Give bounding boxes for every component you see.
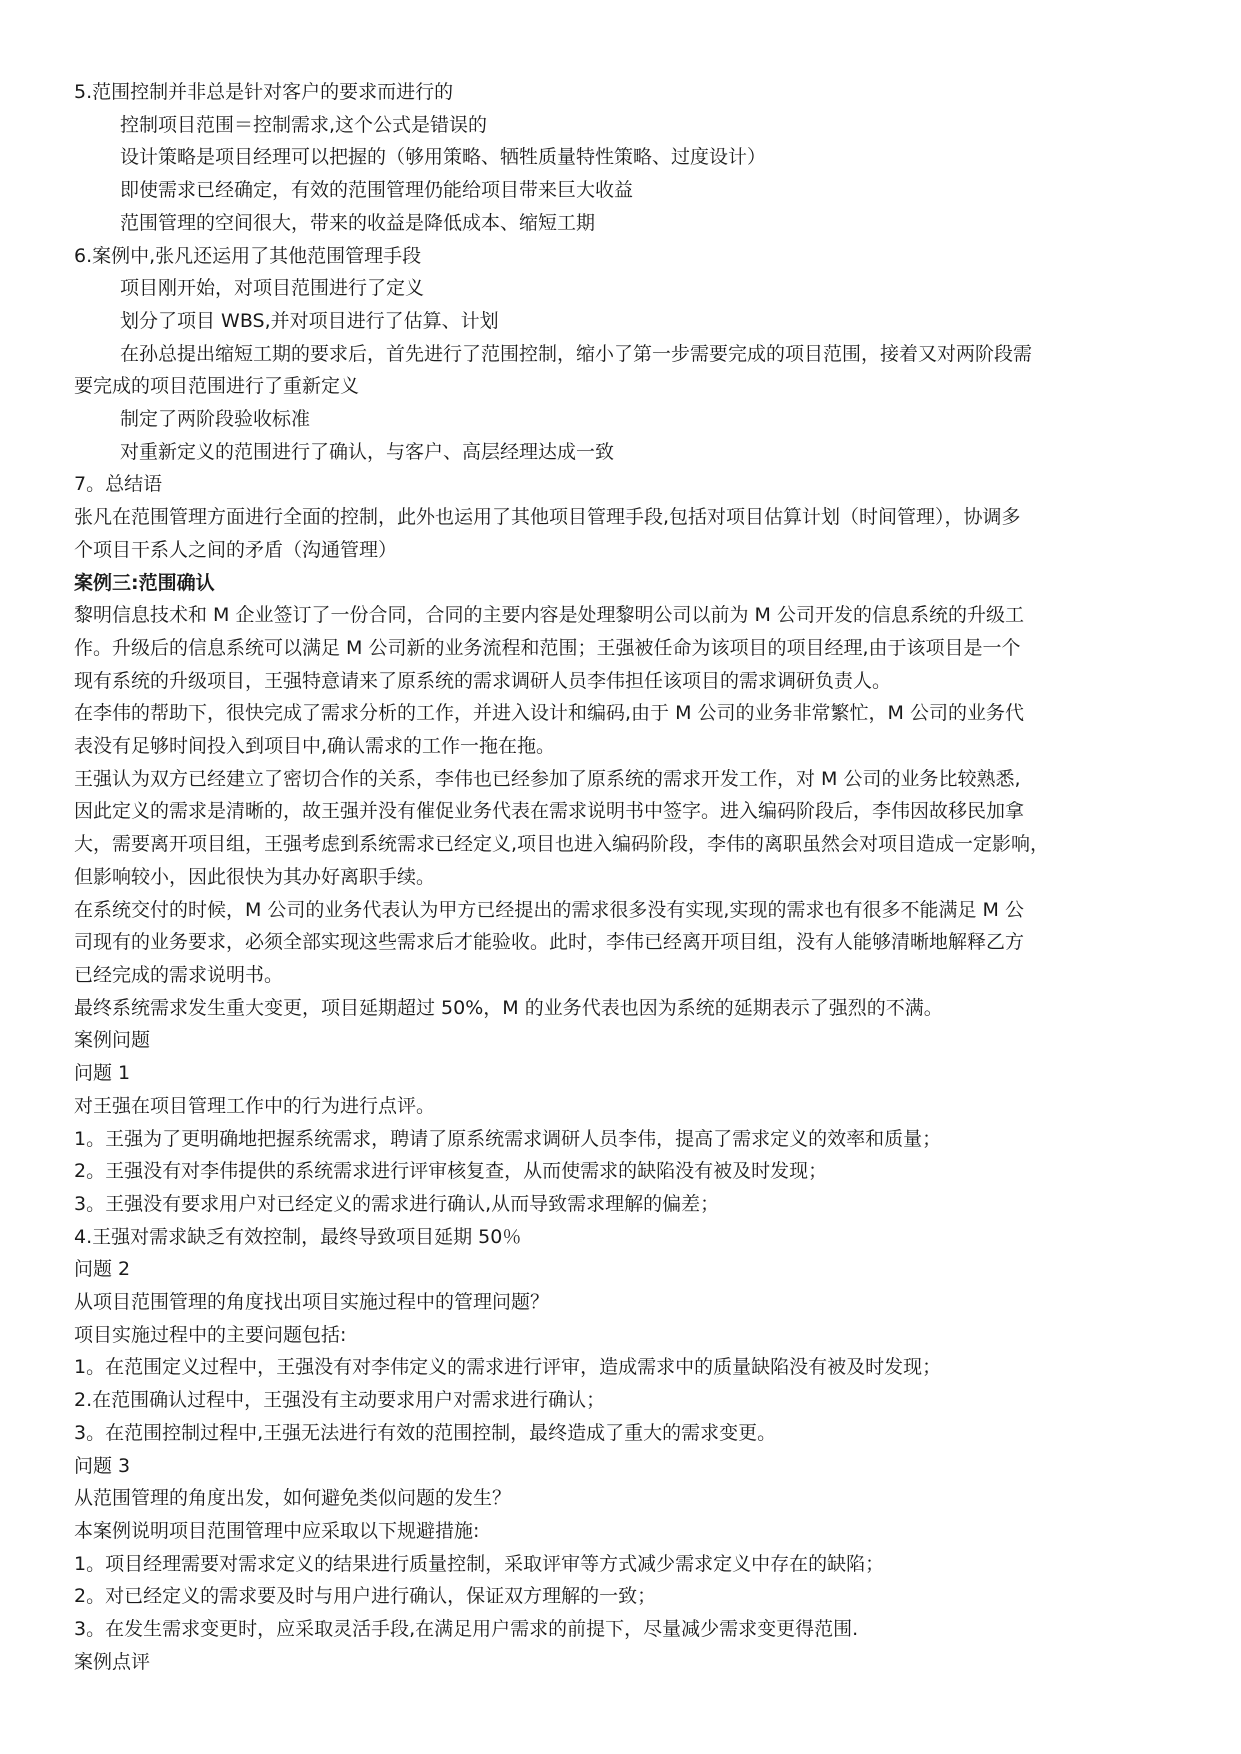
text-line: 在李伟的帮助下，很快完成了需求分析的工作，并进入设计和编码,由于 M 公司的业务非常繁忙，M 公司的业务代 (74, 702, 1024, 725)
text-line: 3。在发生需求变更时，应采取灵活手段,在满足用户需求的前提下，尽量减少需求变更得范围. (74, 1618, 859, 1641)
text-line: 案例点评 (74, 1650, 151, 1673)
text-line: 1。在范围定义过程中，王强没有对李伟定义的需求进行评审，造成需求中的质量缺陷没有被及时发现； (74, 1356, 942, 1379)
text-line: 大，需要离开项目组，王强考虑到系统需求已经定义,项目也进入编码阶段，李伟的离职虽然会对项目造成一定影响， (74, 833, 1050, 856)
text-line: 5.范围控制并非总是针对客户的要求而进行的 (74, 81, 454, 103)
text-line: 对重新定义的范围进行了确认，与客户、高层经理达成一致 (120, 440, 615, 463)
text-line: 范围管理的空间很大，带来的收益是降低成本、缩短工期 (120, 211, 596, 234)
text-line: 案例问题 (74, 1029, 151, 1052)
text-line: 6.案例中,张凡还运用了其他范围管理手段 (74, 244, 422, 267)
text-line: 王强认为双方已经建立了密切合作的关系，李伟也已经参加了原系统的需求开发工作，对 M 公司的业务比较熟悉, (74, 767, 1021, 790)
text-line: 要完成的项目范围进行了重新定义 (74, 375, 360, 398)
text-line: 最终系统需求发生重大变更，项目延期超过 50%，M 的业务代表也因为系统的延期表示了强烈的不满。 (74, 996, 943, 1019)
text-line: 项目刚开始，对项目范围进行了定义 (120, 277, 425, 300)
text-line: 但影响较小，因此很快为其办好离职手续。 (74, 865, 436, 888)
text-line: 从范围管理的角度出发，如何避免类似问题的发生？ (74, 1487, 512, 1510)
text-line: 项目实施过程中的主要问题包括: (74, 1323, 347, 1346)
text-line: 控制项目范围＝控制需求,这个公式是错误的 (120, 113, 488, 136)
text-line: 设计策略是项目经理可以把握的（够用策略、牺牲质量特性策略、过度设计） (120, 146, 767, 169)
text-line: 张凡在范围管理方面进行全面的控制，此外也运用了其他项目管理手段,包括对项目估算计划（时间管理），协调多 (74, 506, 1021, 529)
text-line: 作。升级后的信息系统可以满足 M 公司新的业务流程和范围；王强被任命为该项目的项目经理,由于该项目是一个 (74, 636, 1021, 659)
text-line: 因此定义的需求是清晰的，故王强并没有催促业务代表在需求说明书中签字。进入编码阶段后，李伟因故移民加拿 (74, 800, 1025, 823)
text-line: 2。对已经定义的需求要及时与用户进行确认，保证双方理解的一致； (74, 1585, 657, 1608)
text-line: 制定了两阶段验收标准 (120, 408, 311, 431)
section-heading: 案例三:范围确认 (74, 571, 215, 594)
text-line: 从项目范围管理的角度找出项目实施过程中的管理问题？ (74, 1291, 550, 1314)
text-line: 现有系统的升级项目，王强特意请来了原系统的需求调研人员李伟担任该项目的需求调研负责人。 (74, 669, 892, 692)
text-line: 2。王强没有对李伟提供的系统需求进行评审核复查，从而使需求的缺陷没有被及时发现； (74, 1160, 828, 1183)
text-line: 已经完成的需求说明书。 (74, 963, 284, 986)
text-line: 划分了项目 WBS,并对项目进行了估算、计划 (120, 309, 499, 332)
text-line: 表没有足够时间投入到项目中,确认需求的工作一拖在拖。 (74, 735, 556, 758)
text-line: 4.王强对需求缺乏有效控制，最终导致项目延期 50％ (74, 1225, 522, 1248)
text-line: 本案例说明项目范围管理中应采取以下规避措施: (74, 1519, 480, 1542)
text-line: 2.在范围确认过程中，王强没有主动要求用户对需求进行确认； (74, 1389, 606, 1412)
text-line: 对王强在项目管理工作中的行为进行点评。 (74, 1094, 436, 1117)
text-line: 司现有的业务要求，必须全部实现这些需求后才能验收。此时，李伟已经离开项目组，没有人能够清晰地解释乙方 (74, 931, 1025, 954)
text-line: 7。总结语 (74, 473, 163, 496)
text-line: 1。王强为了更明确地把握系统需求，聘请了原系统需求调研人员李伟，提高了需求定义的效率和质量； (74, 1127, 942, 1150)
text-line: 问题 3 (74, 1454, 131, 1477)
text-line: 在系统交付的时候，M 公司的业务代表认为甲方已经提出的需求很多没有实现,实现的需求也有很多不能满足 M 公 (74, 898, 1024, 921)
text-line: 即使需求已经确定，有效的范围管理仍能给项目带来巨大收益 (120, 179, 634, 202)
text-line: 1。项目经理需要对需求定义的结果进行质量控制，采取评审等方式减少需求定义中存在的缺陷； (74, 1552, 885, 1575)
text-line: 3。在范围控制过程中,王强无法进行有效的范围控制，最终造成了重大的需求变更。 (74, 1421, 777, 1444)
text-line: 问题 1 (74, 1062, 131, 1085)
text-line: 问题 2 (74, 1258, 131, 1281)
text-line: 黎明信息技术和 M 企业签订了一份合同，合同的主要内容是处理黎明公司以前为 M 公司开发的信息系统的升级工 (74, 604, 1024, 627)
text-line: 在孙总提出缩短工期的要求后，首先进行了范围控制，缩小了第一步需要完成的项目范围，接着又对两阶段需 (120, 342, 1033, 365)
text-line: 3。王强没有要求用户对已经定义的需求进行确认,从而导致需求理解的偏差； (74, 1192, 720, 1215)
text-line: 个项目干系人之间的矛盾（沟通管理） (74, 538, 398, 561)
